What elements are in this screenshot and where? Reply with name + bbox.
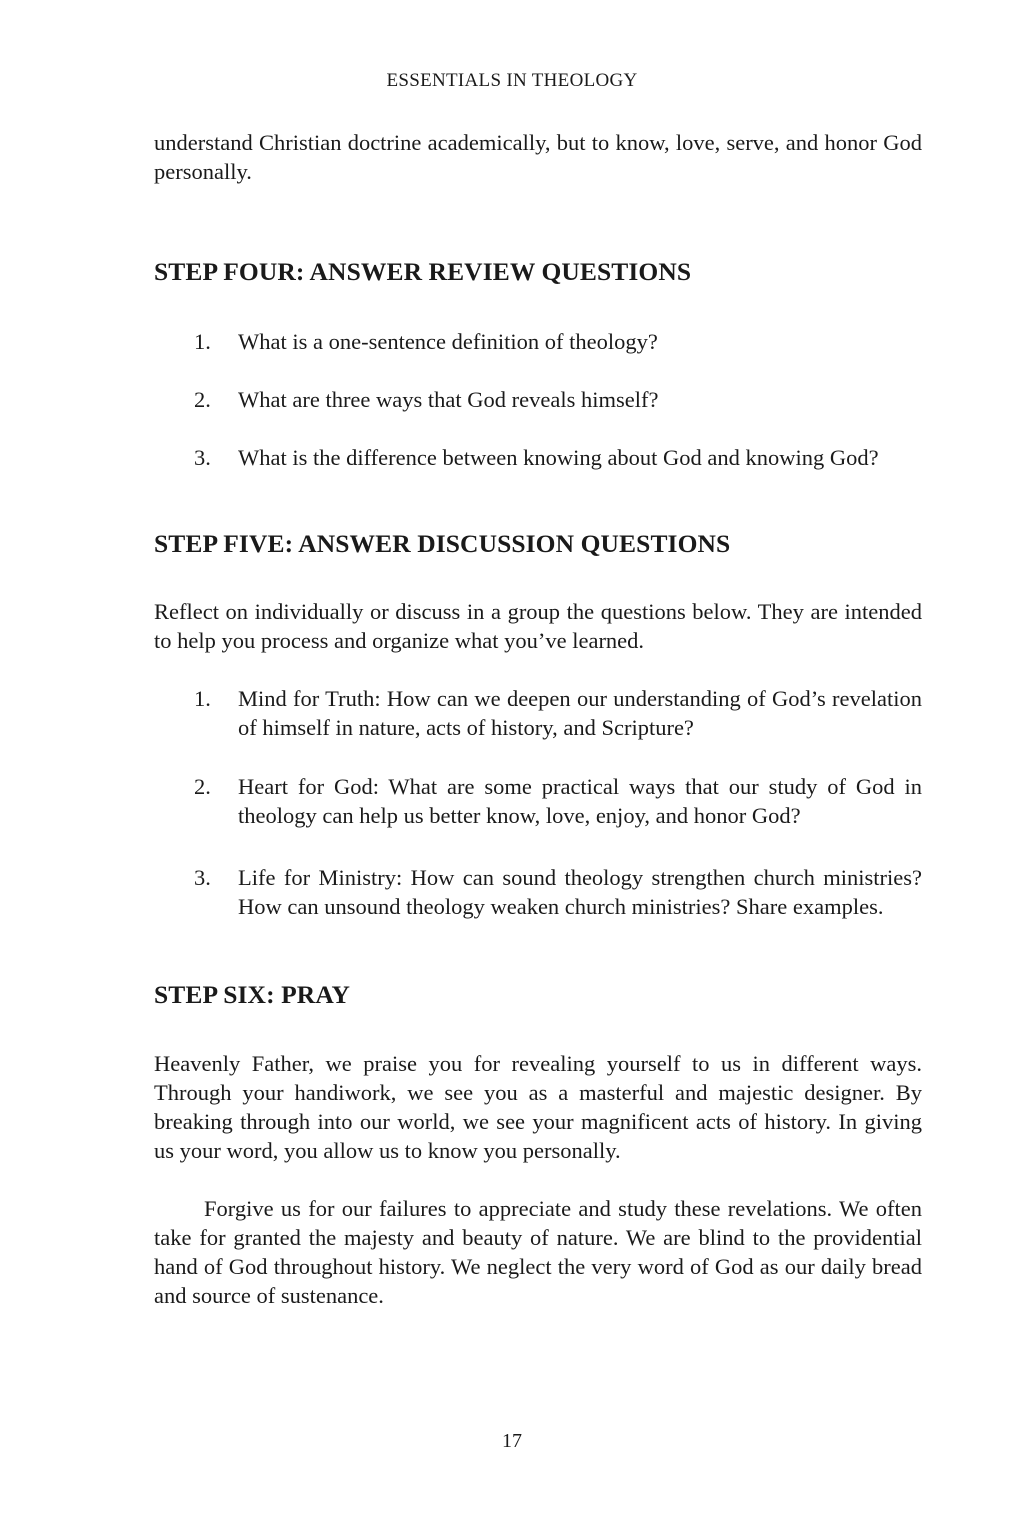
question-number: 2. [194, 387, 211, 412]
question-text: Heart for God: What are some practical ways that our study of God in theology can help us better know, love, enjoy, and honor God? [238, 774, 922, 828]
question-text: Life for Ministry: How can sound theology strengthen church ministries? How can unsound theology weaken church ministries? Share examples. [238, 865, 922, 919]
question-number: 3. [194, 865, 211, 890]
discussion-question [154, 772, 922, 830]
discussion-intro-paragraph: Reflect on individually or discuss in a group the questions below. They are intended to help you process and organize what you’ve learned. [154, 599, 922, 653]
discussion-questions-list [154, 684, 922, 921]
step-five-heading: STEP FIVE: ANSWER DISCUSSION QUESTIONS [154, 529, 731, 558]
page-number: 17 [502, 1430, 522, 1452]
question-number: 2. [194, 774, 211, 799]
prayer-paragraph: Forgive us for our failures to appreciate and study these revelations. We often take for granted the majesty and beauty of nature. We are blind to the providential hand of God throughout history. We neglect the very word of God as our daily bread and source of sustenance. [154, 1196, 922, 1308]
step-four-heading: STEP FOUR: ANSWER REVIEW QUESTIONS [154, 257, 692, 286]
discussion-question [154, 684, 922, 742]
review-question [154, 327, 922, 356]
question-number: 1. [194, 329, 211, 354]
review-question [154, 385, 922, 414]
discussion-question [154, 863, 922, 921]
question-text: What are three ways that God reveals himself? [238, 387, 659, 412]
question-number: 3. [194, 445, 211, 470]
intro-continuation-paragraph: understand Christian doctrine academically, but to know, love, serve, and honor God personally. [154, 130, 922, 184]
running-header: ESSENTIALS IN THEOLOGY [386, 70, 638, 91]
question-text: What is a one-sentence definition of theology? [238, 329, 658, 354]
page-content [154, 128, 922, 1310]
step-six-heading: STEP SIX: PRAY [154, 980, 351, 1009]
question-text: Mind for Truth: How can we deepen our understanding of God’s revelation of himself in nature, acts of history, and Scripture? [238, 686, 922, 740]
question-text: What is the difference between knowing about God and knowing God? [238, 445, 879, 470]
review-question [154, 443, 922, 472]
prayer-paragraph: Heavenly Father, we praise you for revealing yourself to us in different ways. Through your handiwork, we see you as a masterful and majestic designer. By breaking through into our world, we see your magnificent acts of history. In giving us your word, you allow us to know you personally. [154, 1051, 922, 1163]
question-number: 1. [194, 686, 211, 711]
review-questions-list [154, 327, 922, 472]
